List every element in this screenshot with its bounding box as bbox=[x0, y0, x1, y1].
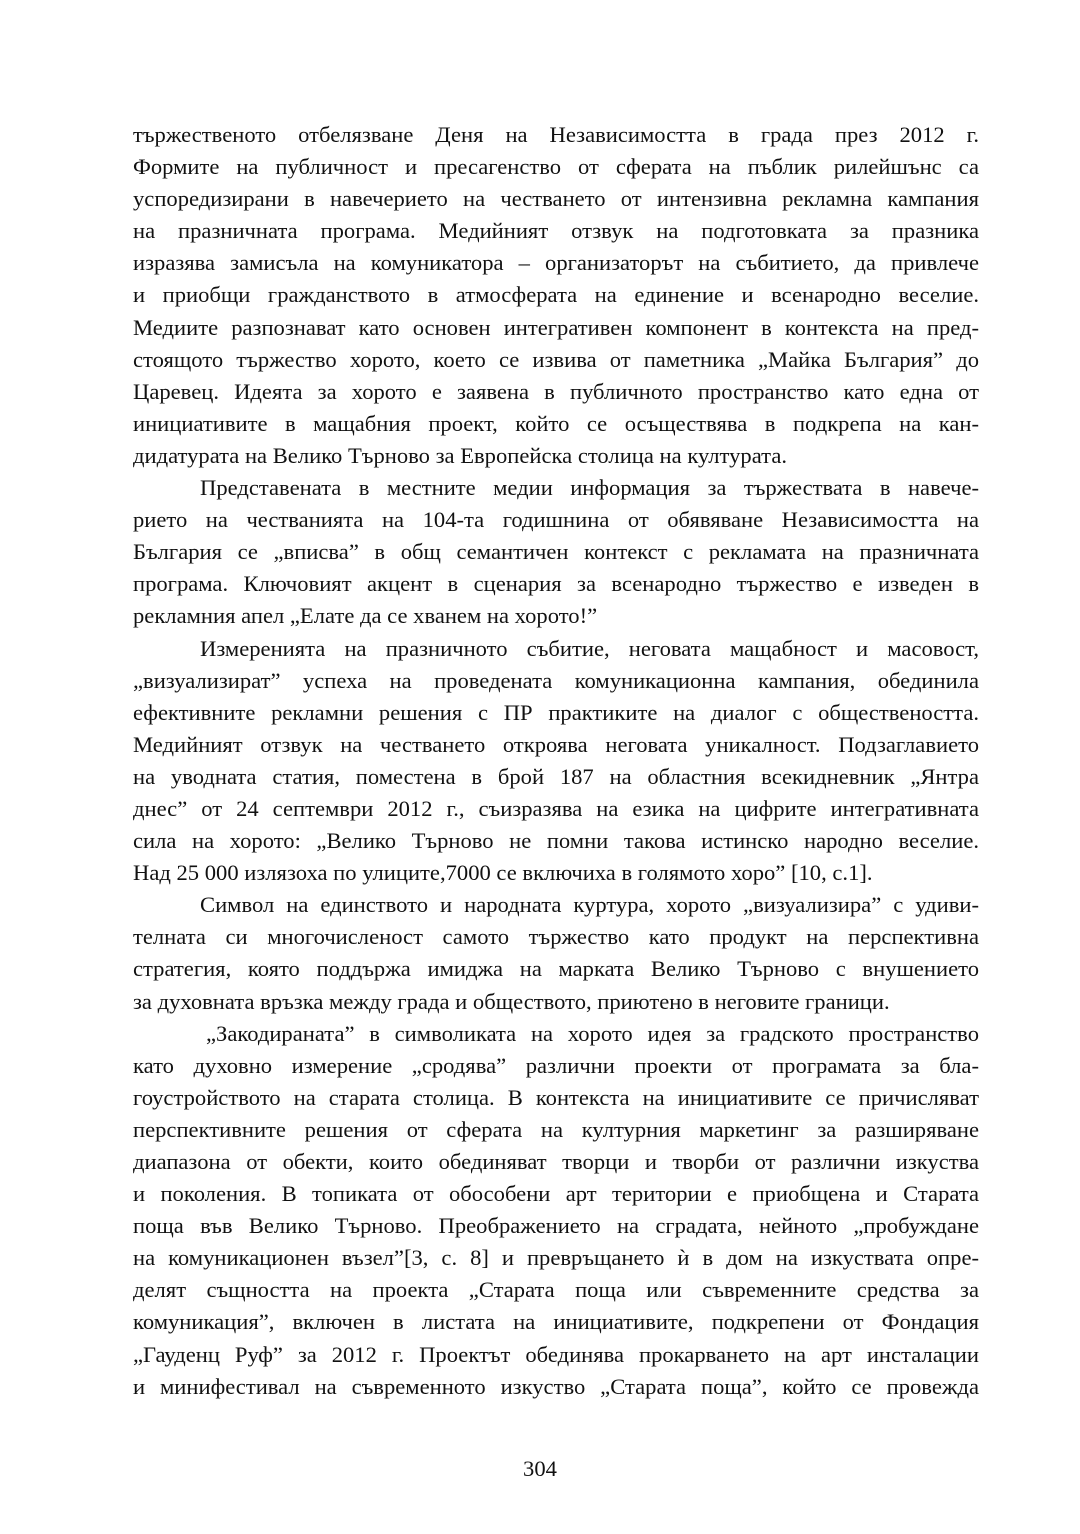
text-line: телната си многочисленост самото тържество като продукт на перспективна bbox=[133, 924, 979, 950]
text-line: сила на хорото: „Велико Търново не помни такова истинско народно веселие. bbox=[133, 828, 979, 854]
text-line: Формите на публичност и пресагенство от сферата на пъблик рилейшънс са bbox=[133, 154, 979, 180]
text-line: перспективните решения от сферата на културния маркетинг за разширяване bbox=[133, 1116, 979, 1142]
text-line: Медийният отзвук на честването откроява неговата уникалност. Подзаглавието bbox=[133, 731, 979, 757]
text-line: стоящото тържество хорото, което се извива от паметника „Майка България” до bbox=[133, 346, 979, 372]
text-line: изразява замисъла на комуникатора – организаторът на събитието, да привлече bbox=[133, 250, 979, 276]
text-line: Над 25 000 излязоха по улиците,7000 се включиха в голямото хоро” [10, с.1]. bbox=[133, 860, 873, 886]
text-line: за духовната връзка между града и обществото, приютено в неговите граници. bbox=[133, 988, 890, 1014]
text-line: Медиите разпознават като основен интегративен компонент в контекста на пред- bbox=[133, 314, 979, 340]
text-line: диапазона от обекти, които обединяват творци и творби от различни изкуства bbox=[133, 1149, 979, 1174]
text-line: и минифестивал на съвременното изкуство „Старата поща”, който се провежда bbox=[133, 1373, 979, 1399]
text-line: на празничната програма. Медийният отзвук на подготовката за празника bbox=[133, 218, 979, 244]
paragraph-first-line: Измеренията на празничното събитие, неговата мащабност и масовост, bbox=[200, 635, 979, 661]
text-line: на комуникационен възел”[3, с. 8] и превръщането ѝ в дом на изкуствата опре- bbox=[133, 1245, 979, 1271]
text-line: инициативите в мащабния проект, който се осъществява в подкрепа на кан- bbox=[133, 410, 979, 436]
paragraph-first-line: Символ на единството и народната куртура, хорото „визуализира” с удиви- bbox=[200, 892, 979, 918]
text-line: гоустройството на старата столица. В контекста на инициативите се причисляват bbox=[133, 1084, 979, 1110]
text-line: и поколения. В топиката от обособени арт територии е приобщена и Старата bbox=[133, 1181, 979, 1207]
text-line: комуникация”, включен в листата на инициативите, подкрепени от Фондация bbox=[133, 1309, 979, 1335]
text-line: „визуализират” успеха на проведената комуникационна кампания, обединила bbox=[133, 667, 979, 693]
text-line: на уводната статия, поместена в брой 187 на областния всекидневник „Янтра bbox=[133, 763, 979, 789]
text-line: и приобщи гражданството в атмосферата на единение и всенародно веселие. bbox=[133, 282, 979, 308]
body-text bbox=[133, 119, 979, 1403]
text-line: поща във Велико Търново. Преображението на сградата, нейното „пробуждане bbox=[133, 1213, 979, 1239]
text-line: рекламния апел „Елате да се хванем на хорото!” bbox=[133, 603, 598, 629]
text-line: Царевец. Идеята за хорото е заявена в публичното пространство като една от bbox=[133, 378, 979, 404]
text-line: делят същността на проекта „Старата поща или съвременните средства за bbox=[133, 1277, 979, 1303]
page-number: 304 bbox=[523, 1456, 557, 1481]
text-line: стратегия, която поддържа имиджа на марката Велико Търново с внушението bbox=[133, 956, 979, 982]
text-line: тържественото отбелязване Деня на Независимостта в града през 2012 г. bbox=[133, 122, 979, 147]
text-line: „Гауденц Руф” за 2012 г. Проектът обединява прокарването на арт инсталации bbox=[133, 1341, 979, 1367]
text-line: България се „вписва” в общ семантичен контекст с рекламата на празничната bbox=[133, 539, 979, 565]
text-line: днес” от 24 септември 2012 г., съизразява на езика на цифрите интегративната bbox=[133, 795, 979, 821]
text-line: дидатурата на Велико Търново за Европейска столица на културата. bbox=[133, 442, 787, 468]
text-line: ефективните рекламни решения с ПР практиките на диалог с обществеността. bbox=[133, 699, 979, 725]
text-line: рието на честванията на 104-та годишнина от обявяване Независимостта на bbox=[133, 507, 979, 533]
paragraph-first-line: „Закодираната” в символиката на хорото идея за градското пространство bbox=[206, 1020, 979, 1046]
text-line: успоредизирани в навечерието на честването от интензивна рекламна кампания bbox=[133, 186, 979, 212]
text-line: програма. Ключовият акцент в сценария за всенародно тържество е изведен в bbox=[133, 571, 979, 597]
paragraph-first-line: Представената в местните медии информация за тържествата в навече- bbox=[200, 475, 979, 501]
text-line: като духовно измерение „сродява” различни проекти от програмата за бла- bbox=[133, 1052, 979, 1078]
